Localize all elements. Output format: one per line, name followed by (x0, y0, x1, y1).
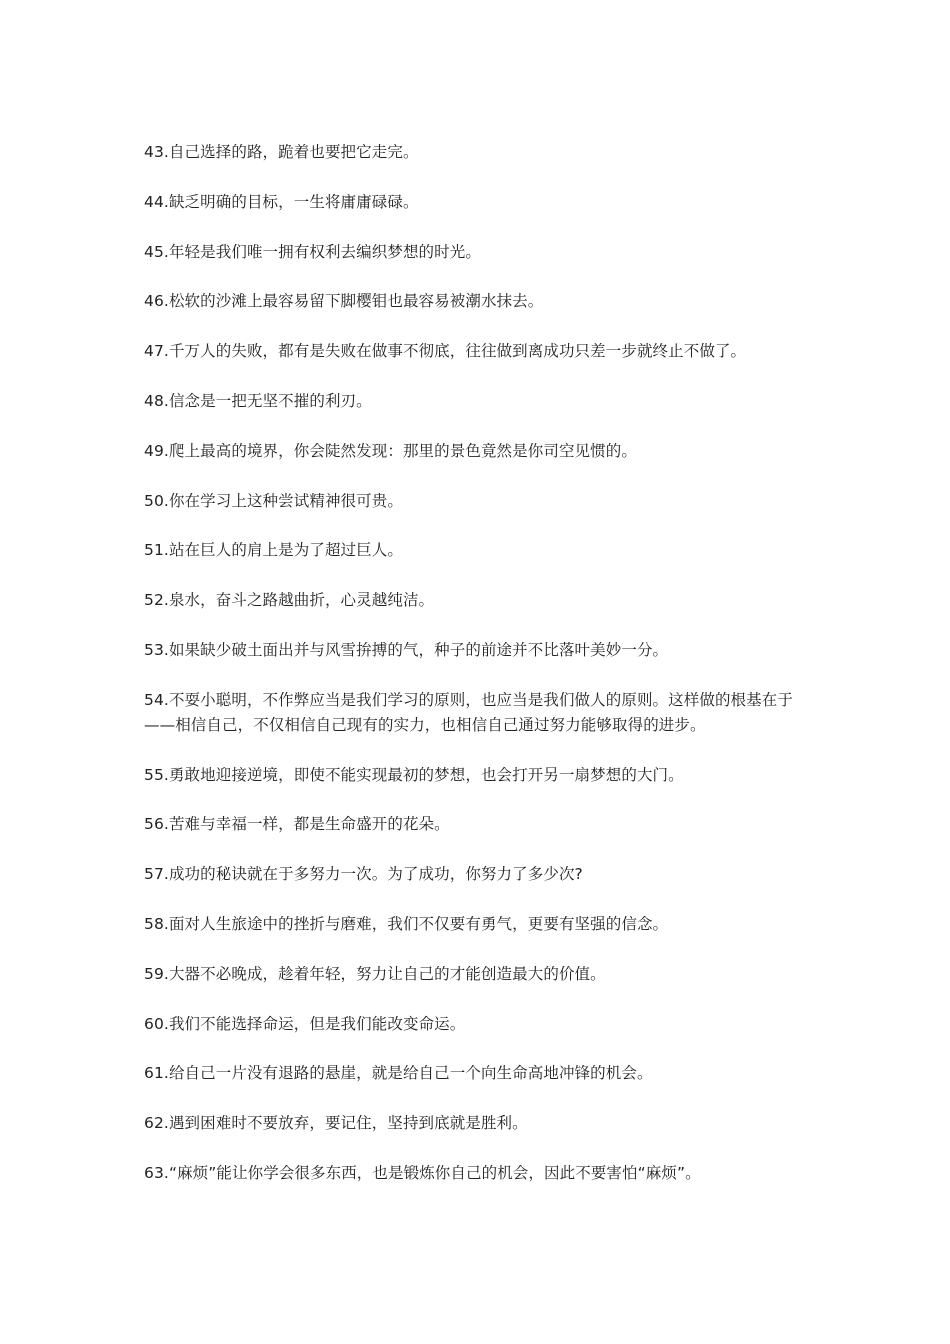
quote-paragraph: 47.千万人的失败，都有是失败在做事不彻底，往往做到离成功只差一步就终止不做了。 (144, 342, 747, 361)
quote-paragraph: 61.给自己一片没有退路的悬崖，就是给自己一个向生命高地冲锋的机会。 (144, 1064, 653, 1083)
quote-paragraph: 59.大器不必晚成，趁着年轻，努力让自己的才能创造最大的价值。 (144, 964, 606, 983)
quote-paragraph: 51.站在巨人的肩上是为了超过巨人。 (144, 541, 403, 560)
quote-paragraph: 45.年轻是我们唯一拥有权利去编织梦想的时光。 (144, 242, 481, 261)
quote-paragraph: 56.苦难与幸福一样，都是生命盛开的花朵。 (144, 815, 450, 834)
quote-paragraph: 46.松软的沙滩上最容易留下脚樱钼也最容易被潮水抹去。 (144, 292, 544, 311)
quote-paragraph: 48.信念是一把无坚不摧的利刃。 (144, 391, 372, 410)
quote-paragraph: 53.如果缺少破土面出并与风雪拚搏的气，种子的前途并不比落叶美妙一分。 (144, 640, 669, 659)
quote-paragraph: 44.缺乏明确的目标，一生将庸庸碌碌。 (144, 192, 419, 211)
quote-list (144, 140, 814, 1211)
quote-paragraph: 43.自己选择的路，跪着也要把它走完。 (144, 143, 419, 161)
quote-paragraph: 54.不耍小聪明，不作弊应当是我们学习的原则，也应当是我们做人的原则。这样做的根基在于——相信自己，不仅相信自己现有的实力，也相信自己通过努力能够取得的进步。 (144, 690, 793, 734)
quote-paragraph: 57.成功的秘诀就在于多努力一次。为了成功，你努力了多少次? (144, 865, 583, 884)
quote-paragraph: 50.你在学习上这种尝试精神很可贵。 (144, 491, 403, 510)
quote-paragraph: 58.面对人生旅途中的挫折与磨难，我们不仅要有勇气，更要有坚强的信念。 (144, 914, 669, 933)
quote-paragraph: 62.遇到困难时不要放弃，要记住，坚持到底就是胜利。 (144, 1114, 528, 1133)
quote-paragraph: 63.“麻烦”能让你学会很多东西，也是锻炼你自己的机会，因此不要害怕“麻烦”。 (144, 1163, 701, 1182)
quote-paragraph: 55.勇敢地迎接逆境，即使不能实现最初的梦想，也会打开另一扇梦想的大门。 (144, 765, 684, 784)
quote-paragraph: 52.泉水，奋斗之路越曲折，心灵越纯洁。 (144, 591, 435, 610)
quote-paragraph: 49.爬上最高的境界，你会陡然发现：那里的景色竟然是你司空见惯的。 (144, 441, 637, 460)
quote-paragraph: 60.我们不能选择命运，但是我们能改变命运。 (144, 1014, 466, 1033)
